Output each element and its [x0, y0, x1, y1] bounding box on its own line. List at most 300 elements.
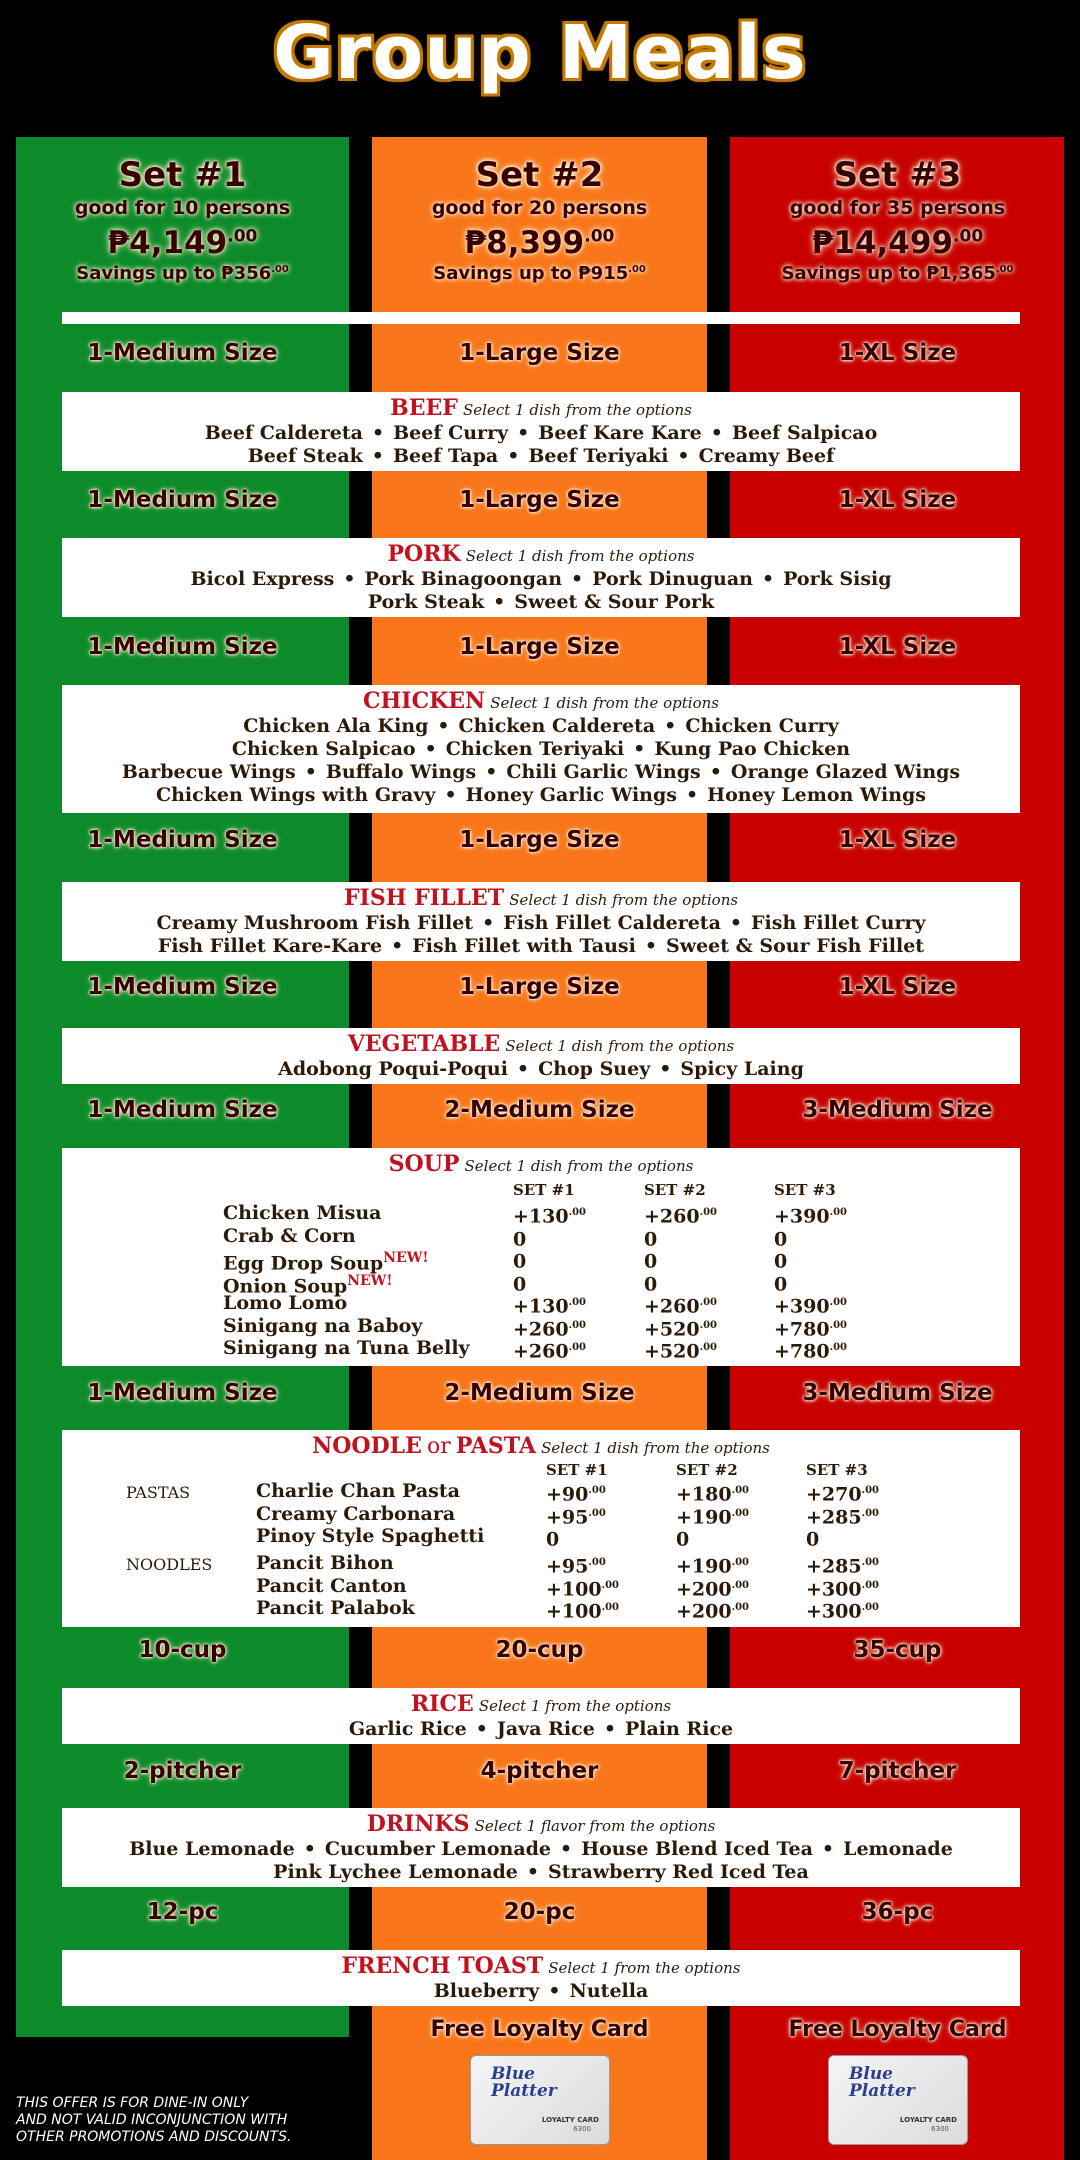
menu-option: Lemonade: [843, 1838, 953, 1860]
category-title: DRINKS: [366, 1811, 470, 1837]
option-line: [62, 1058, 1020, 1081]
price-value: 0: [644, 1227, 658, 1250]
menu-option: Creamy Mushroom Fish Fillet: [156, 912, 474, 934]
price-cents: .00: [861, 1602, 879, 1613]
price-cents: .00: [731, 1602, 749, 1613]
group-label: PASTAS: [126, 1483, 191, 1502]
separator: •: [303, 1838, 316, 1860]
price-value: 0: [806, 1528, 820, 1551]
price-value: +390: [774, 1295, 830, 1318]
table-header: SET #1: [513, 1181, 575, 1199]
separator: •: [343, 568, 356, 590]
portion-size-label: 1-XL Size: [838, 974, 957, 1000]
soup-table: [62, 1180, 1020, 1363]
option-line: [62, 1838, 1020, 1861]
set-savings-cents: .00: [628, 264, 646, 275]
portion-size-label: 1-Large Size: [459, 487, 620, 513]
separator: •: [371, 445, 384, 467]
dish-name: Pancit Palabok: [256, 1597, 415, 1619]
set-price: [373, 225, 706, 261]
dish-name: Egg Drop Soup: [223, 1252, 384, 1275]
loyalty-label-set2: Free Loyalty Card: [430, 2017, 649, 2042]
menu-option: Chop Suey: [538, 1058, 651, 1080]
menu-option: Spicy Laing: [680, 1058, 804, 1080]
portion-size-label: 2-Medium Size: [444, 1380, 635, 1406]
portion-size-label: 35-cup: [853, 1637, 942, 1663]
category-heading: [62, 886, 1020, 912]
menu-option: Barbecue Wings: [121, 761, 296, 783]
menu-option: Beef Teriyaki: [528, 445, 669, 467]
price-value: +780: [774, 1317, 830, 1340]
separator: •: [493, 591, 506, 613]
price-add: [806, 1597, 879, 1623]
price-cents: .00: [568, 1342, 586, 1353]
portion-size-label: 1-Medium Size: [87, 1380, 278, 1406]
price-cents: .00: [601, 1579, 619, 1591]
price-cents: .00: [568, 1319, 586, 1331]
separator: •: [685, 784, 699, 806]
separator: •: [424, 738, 437, 760]
price-cents: .00: [699, 1342, 717, 1353]
price-cents: .00: [731, 1579, 749, 1591]
menu-option: Fish Fillet Caldereta: [503, 912, 721, 934]
price-value: +200: [676, 1577, 732, 1600]
category-hint: Select 1 dish from the options: [490, 694, 719, 712]
option-line: [62, 1980, 1020, 2003]
price-cents: .00: [699, 1207, 717, 1218]
set-name: Set #2: [475, 155, 604, 195]
category-title: BEEF: [390, 395, 458, 421]
price-value: +285: [806, 1505, 862, 1528]
set-savings: [16, 263, 349, 284]
separator: •: [821, 1838, 835, 1860]
group-label: NOODLES: [126, 1555, 213, 1574]
soup-name: [223, 1315, 422, 1338]
price-value: +260: [513, 1317, 569, 1340]
price-cents: .00: [568, 1297, 586, 1308]
price-value: +270: [806, 1483, 862, 1506]
price-cents: .00: [829, 1342, 847, 1353]
set-savings-amount: Savings up to ₱1,365: [781, 263, 996, 284]
price-cents: .00: [588, 1507, 606, 1519]
price-add: [644, 1337, 717, 1363]
category-hint: Select 1 dish from the options: [541, 1439, 770, 1457]
soup-name: [223, 1292, 347, 1315]
menu-option: Adobong Poqui-Poqui: [278, 1058, 508, 1080]
set-price: [731, 225, 1064, 261]
price-value: +190: [676, 1505, 732, 1528]
menu-option: Chicken Salpicao: [231, 738, 416, 760]
new-badge: NEW!: [347, 1272, 393, 1289]
category-title: PORK: [387, 541, 461, 567]
portion-size-label: 3-Medium Size: [802, 1097, 993, 1123]
option-line: [62, 761, 1020, 784]
menu-option: Beef Kare Kare: [538, 422, 702, 444]
price-value: 0: [676, 1528, 690, 1551]
price-value: +200: [676, 1600, 732, 1623]
portion-size-label: 1-XL Size: [838, 340, 957, 366]
separator: •: [644, 935, 657, 957]
category-heading: [62, 1152, 1020, 1178]
portion-size-label: 1-Medium Size: [87, 340, 278, 366]
menu-option: Beef Salpicao: [731, 422, 878, 444]
separator: •: [526, 1861, 540, 1883]
dish-name: Pancit Bihon: [256, 1552, 394, 1574]
portion-size-label: 10-cup: [138, 1637, 227, 1663]
price-add: [546, 1597, 619, 1623]
separator: •: [437, 715, 450, 737]
portion-size-label: 1-Large Size: [459, 340, 620, 366]
price-value: +130: [513, 1205, 569, 1228]
price-value: 0: [513, 1227, 527, 1250]
separator: •: [560, 1838, 573, 1860]
option-line: [62, 591, 1020, 614]
table-header: SET #2: [644, 1181, 706, 1199]
menu-option: Plain Rice: [624, 1718, 734, 1740]
separator: •: [475, 1718, 488, 1740]
price-cents: .00: [699, 1297, 717, 1308]
set-savings: [731, 263, 1064, 284]
price-value: +390: [774, 1205, 830, 1228]
dish-name: Pinoy Style Spaghetti: [256, 1525, 485, 1547]
portion-size-label: 7-pitcher: [838, 1758, 957, 1784]
category-title: FRENCH TOAST: [341, 1953, 544, 1979]
separator: •: [485, 761, 498, 783]
price-value: 0: [513, 1272, 527, 1295]
category-heading: [62, 1954, 1020, 1980]
portion-size-label: 20-cup: [495, 1637, 584, 1663]
category-title: VEGETABLE: [347, 1031, 501, 1057]
menu-option: Pork Dinuguan: [592, 568, 753, 590]
option-line: [62, 912, 1020, 935]
option-line: [62, 1718, 1020, 1741]
portion-size-label: 1-XL Size: [838, 487, 957, 513]
menu-option: Chicken Teriyaki: [445, 738, 625, 760]
set-savings: [373, 263, 706, 284]
menu-option: Kung Pao Chicken: [654, 738, 851, 760]
category-title: PASTA: [455, 1433, 536, 1459]
price-value: +300: [806, 1577, 862, 1600]
set-header: [373, 155, 706, 284]
set-header: [16, 155, 349, 284]
dish-name: Sinigang na Tuna Belly: [223, 1337, 470, 1359]
price-value: 0: [546, 1528, 560, 1551]
price-value: +130: [513, 1295, 569, 1318]
price-value: +260: [513, 1340, 569, 1363]
menu-option: Beef Caldereta: [204, 422, 363, 444]
portion-size-label: 1-Medium Size: [87, 827, 278, 853]
header-divider: [62, 312, 1020, 324]
separator: •: [444, 784, 457, 806]
category-hint: Select 1 flavor from the options: [474, 1817, 716, 1835]
category-hint: Select 1 dish from the options: [463, 401, 692, 419]
menu-option: Fish Fillet with Tausi: [412, 935, 636, 957]
category-hint: Select 1 from the options: [548, 1959, 741, 1977]
set-good-for: good for 10 persons: [74, 197, 291, 219]
portion-size-label: 12-pc: [146, 1899, 219, 1925]
price-value: 0: [513, 1250, 527, 1273]
portion-size-label: 3-Medium Size: [802, 1380, 993, 1406]
portion-size-label: 1-Large Size: [459, 974, 620, 1000]
menu-option: Strawberry Red Iced Tea: [548, 1861, 809, 1883]
rice-panel: [62, 1688, 1020, 1744]
price-value: +95: [546, 1555, 589, 1578]
price-value: +180: [676, 1483, 732, 1506]
category-hint: Select 1 from the options: [478, 1697, 672, 1715]
category-heading: [62, 689, 1020, 715]
menu-option: Chicken Curry: [685, 715, 839, 737]
set-savings-cents: .00: [271, 264, 289, 275]
price-cents: .00: [861, 1485, 879, 1496]
price-cents: .00: [699, 1319, 717, 1331]
separator: •: [371, 422, 385, 444]
separator: •: [677, 445, 690, 467]
separator: •: [762, 568, 775, 590]
offer-disclaimer: THIS OFFER IS FOR DINE-IN ONLY AND NOT VALID INCONJUNCTION WITH OTHER PROMOTIONS AND DISCOUNTS.: [16, 2095, 292, 2145]
category-heading: [62, 1812, 1020, 1838]
portion-size-label: 20-pc: [503, 1899, 576, 1925]
price-value: +520: [644, 1340, 700, 1363]
price-value: +260: [644, 1205, 700, 1228]
price-cents: .00: [588, 1485, 606, 1496]
price-value: 0: [774, 1250, 788, 1273]
option-line: [62, 784, 1020, 807]
menu-option: Buffalo Wings: [325, 761, 477, 783]
table-header: SET #1: [546, 1461, 608, 1479]
price-cents: .00: [829, 1319, 847, 1331]
option-line: [62, 715, 1020, 738]
price-cents: .00: [829, 1297, 847, 1308]
set-savings-amount: Savings up to ₱356: [76, 263, 272, 284]
price-value: 0: [644, 1272, 658, 1295]
category-title: SOUP: [388, 1151, 460, 1177]
menu-option: Sweet & Sour Fish Fillet: [666, 935, 925, 957]
menu-option: Sweet & Sour Pork: [514, 591, 715, 613]
dish-name: Lomo Lomo: [223, 1292, 348, 1314]
set-price-cents: .00: [227, 226, 258, 247]
price-value: +100: [546, 1577, 602, 1600]
menu-option: Blueberry: [433, 1980, 540, 2002]
dish-name: Crab & Corn: [223, 1224, 356, 1247]
portion-size-label: 1-Medium Size: [87, 1097, 278, 1123]
price-cents: .00: [861, 1557, 879, 1568]
chicken-panel: [62, 685, 1020, 813]
category-hint: Select 1 dish from the options: [505, 1037, 735, 1055]
soup-panel: [62, 1148, 1020, 1366]
price-cents: .00: [861, 1579, 879, 1591]
menu-option: Chili Garlic Wings: [506, 761, 701, 783]
separator: •: [633, 738, 646, 760]
category-heading: [62, 542, 1020, 568]
price-add: [806, 1525, 819, 1551]
set-name: Set #1: [118, 155, 247, 195]
menu-option: Orange Glazed Wings: [730, 761, 961, 783]
price-value: +285: [806, 1555, 862, 1578]
soup-name: [223, 1337, 470, 1360]
option-line: [62, 445, 1020, 468]
separator: •: [304, 761, 317, 783]
dish-name: Charlie Chan Pasta: [256, 1480, 460, 1502]
separator: •: [603, 1718, 616, 1740]
option-line: [62, 738, 1020, 761]
menu-option: Garlic Rice: [348, 1718, 467, 1740]
menu-option: Pink Lychee Lemonade: [273, 1861, 518, 1883]
set-price-cents: .00: [584, 226, 615, 247]
option-line: [62, 422, 1020, 445]
loyalty-card-image: Blue Platter LOYALTY CARD 6300: [470, 2055, 610, 2145]
dish-name: Onion Soup: [223, 1274, 348, 1297]
dish-name: Creamy Carbonara: [256, 1502, 456, 1525]
price-value: 0: [644, 1250, 658, 1273]
portion-size-label: 1-Large Size: [459, 827, 620, 853]
menu-option: House Blend Iced Tea: [581, 1838, 813, 1860]
loyalty-label-set3: Free Loyalty Card: [788, 2017, 1007, 2042]
separator: •: [507, 445, 520, 467]
price-value: +300: [806, 1600, 862, 1623]
menu-option: Creamy Beef: [698, 445, 835, 467]
category-heading: [62, 1692, 1020, 1718]
menu-option: Pork Sisig: [783, 568, 892, 590]
menu-option: Cucumber Lemonade: [324, 1838, 552, 1860]
dish-name: Pancit Canton: [256, 1574, 407, 1597]
new-badge: NEW!: [383, 1250, 429, 1266]
category-title: FISH FILLET: [343, 885, 505, 911]
price-value: +95: [546, 1505, 589, 1528]
menu-option: Honey Garlic Wings: [465, 784, 677, 806]
pork-panel: [62, 538, 1020, 617]
price-cents: .00: [829, 1207, 847, 1218]
option-line: [62, 568, 1020, 591]
category-title: NOODLE: [312, 1433, 422, 1459]
separator: •: [548, 1980, 561, 2002]
category-heading: [62, 1032, 1020, 1058]
category-title-or: or: [426, 1434, 451, 1459]
table-header: SET #3: [774, 1181, 836, 1199]
portion-size-label: 1-Medium Size: [87, 634, 278, 660]
price-value: +100: [546, 1600, 602, 1623]
portion-size-label: 2-Medium Size: [444, 1097, 635, 1123]
separator: •: [517, 422, 530, 444]
beef-panel: [62, 392, 1020, 471]
menu-option: Fish Fillet Kare-Kare: [157, 935, 383, 957]
separator: •: [391, 935, 404, 957]
price-cents: .00: [731, 1485, 749, 1496]
menu-option: Chicken Wings with Gravy: [156, 784, 436, 806]
fish-fillet-panel: [62, 882, 1020, 961]
separator: •: [710, 422, 723, 444]
price-cents: .00: [568, 1207, 586, 1218]
menu-option: Fish Fillet Curry: [751, 912, 926, 934]
price-value: 0: [774, 1272, 788, 1295]
category-title: RICE: [410, 1691, 474, 1717]
category-hint: Select 1 dish from the options: [509, 891, 739, 909]
set-header: [731, 155, 1064, 284]
set-price-amount: ₱8,399: [464, 225, 585, 261]
soup-name: [223, 1202, 381, 1225]
menu-option: Bicol Express: [190, 568, 335, 590]
menu-option: Java Rice: [496, 1718, 595, 1740]
separator: •: [659, 1058, 672, 1080]
menu-option: Chicken Caldereta: [458, 715, 656, 737]
set-name: Set #3: [833, 155, 962, 195]
price-cents: .00: [601, 1602, 619, 1613]
menu-option: Beef Curry: [393, 422, 509, 444]
set-good-for: good for 35 persons: [789, 197, 1006, 219]
price-cents: .00: [588, 1557, 606, 1568]
set-price-amount: ₱14,499: [811, 225, 954, 261]
separator: •: [664, 715, 677, 737]
portion-size-label: 4-pitcher: [480, 1758, 599, 1784]
portion-size-label: 36-pc: [861, 1899, 934, 1925]
portion-size-label: 1-Medium Size: [87, 974, 278, 1000]
dish-name: Sinigang na Baboy: [223, 1314, 423, 1337]
separator: •: [482, 912, 495, 934]
vegetable-panel: [62, 1028, 1020, 1084]
portion-size-label: 1-Medium Size: [87, 487, 278, 513]
category-hint: Select 1 dish from the options: [465, 547, 695, 565]
loyalty-card-image: Blue Platter LOYALTY CARD 6300: [828, 2055, 968, 2145]
menu-option: Pork Binagoongan: [364, 568, 563, 590]
separator: •: [729, 912, 743, 934]
portion-size-label: 1-XL Size: [838, 634, 957, 660]
price-add: [676, 1525, 689, 1551]
price-value: +190: [676, 1555, 732, 1578]
set-price-cents: .00: [953, 226, 984, 247]
portion-size-label: 2-pitcher: [123, 1758, 242, 1784]
price-cents: .00: [731, 1557, 749, 1568]
price-value: +780: [774, 1340, 830, 1363]
set-good-for: good for 20 persons: [431, 197, 648, 219]
category-title: CHICKEN: [363, 688, 486, 714]
drinks-panel: [62, 1808, 1020, 1887]
separator: •: [516, 1058, 530, 1080]
soup-name: [223, 1225, 356, 1248]
price-add: [676, 1597, 749, 1623]
price-add: [513, 1337, 586, 1363]
category-hint: Select 1 dish from the options: [464, 1157, 694, 1175]
price-cents: .00: [861, 1507, 879, 1519]
noodle-table: [62, 1460, 1020, 1623]
set-savings-amount: Savings up to ₱915: [433, 263, 629, 284]
table-header: SET #3: [806, 1461, 868, 1479]
price-add: [546, 1525, 559, 1551]
menu-option: Blue Lemonade: [129, 1838, 295, 1860]
option-line: [62, 935, 1020, 958]
set-price-amount: ₱4,149: [107, 225, 228, 261]
noodle-pasta-panel: [62, 1430, 1020, 1627]
set-price: [16, 225, 349, 261]
separator: •: [709, 761, 722, 783]
option-line: [62, 1861, 1020, 1884]
separator: •: [571, 568, 584, 590]
menu-option: Honey Lemon Wings: [707, 784, 926, 806]
category-heading: [62, 396, 1020, 422]
page-title: Group Meals: [273, 10, 807, 96]
category-heading: [62, 1434, 1020, 1460]
table-header: SET #2: [676, 1461, 738, 1479]
set-savings-cents: .00: [995, 264, 1014, 275]
menu-option: Chicken Ala King: [243, 715, 429, 737]
menu-option: Pork Steak: [367, 591, 485, 613]
french-toast-panel: [62, 1950, 1020, 2006]
portion-size-label: 1-XL Size: [838, 827, 957, 853]
menu-option: Nutella: [569, 1980, 649, 2002]
price-value: +520: [644, 1317, 700, 1340]
price-cents: .00: [731, 1507, 749, 1519]
portion-size-label: 1-Large Size: [459, 634, 620, 660]
price-value: 0: [774, 1227, 788, 1250]
dish-name: Chicken Misua: [223, 1202, 382, 1224]
